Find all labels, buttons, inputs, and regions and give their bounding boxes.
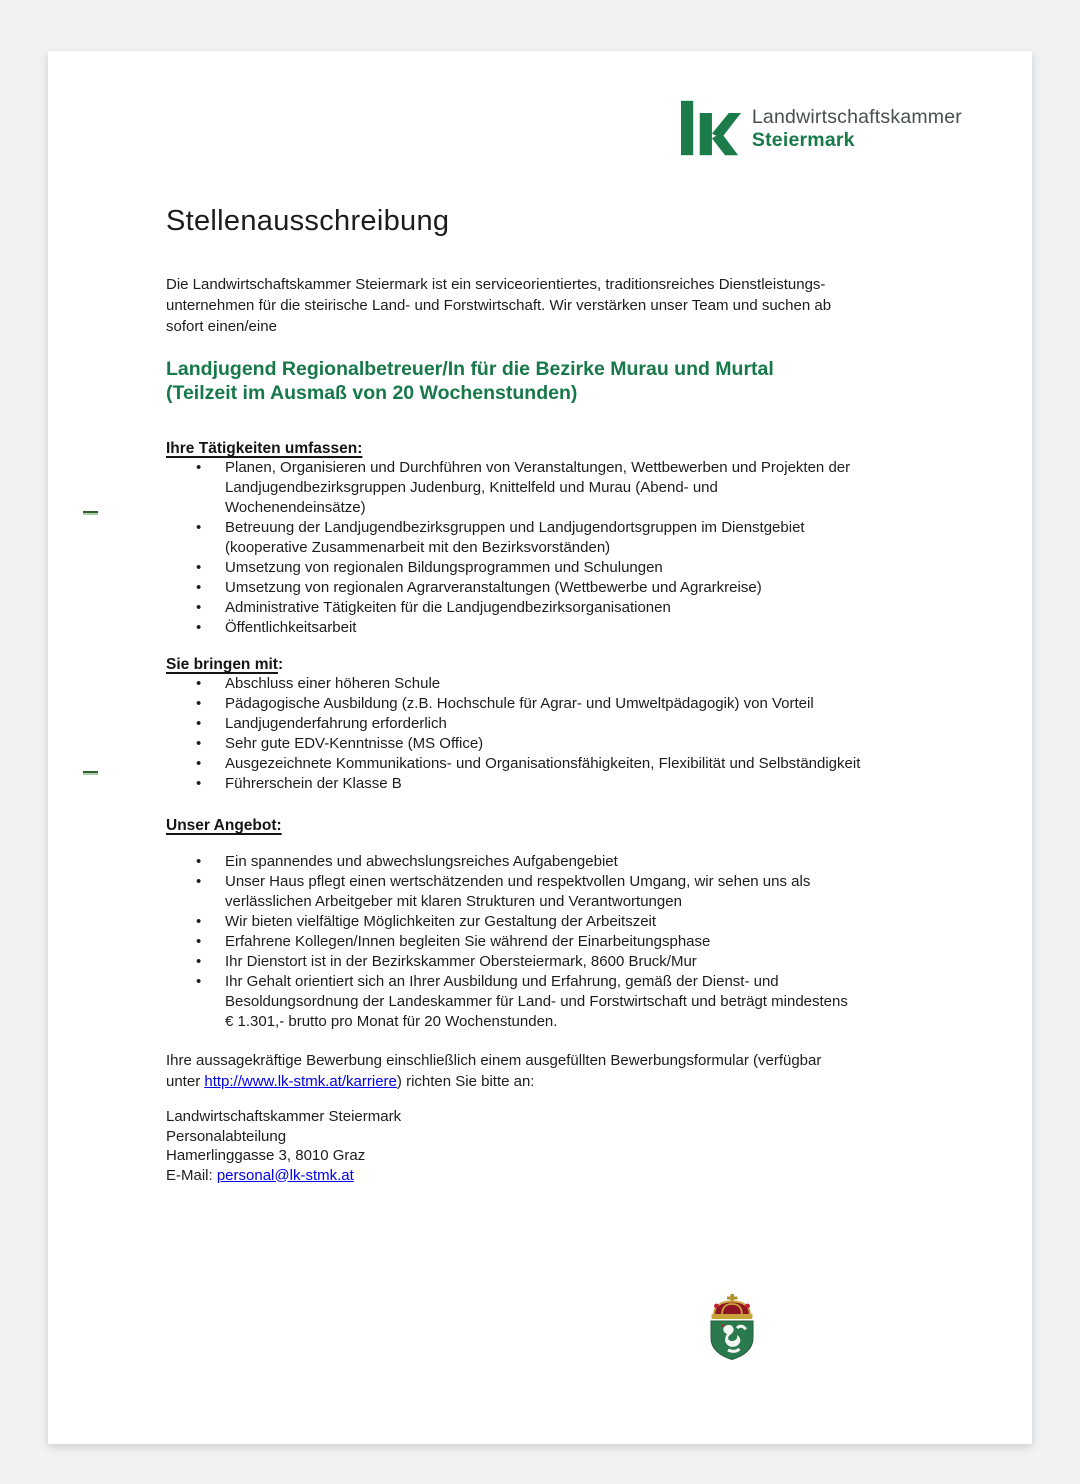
list-item: • Führerschein der Klasse B: [196, 775, 402, 792]
logo-org-name: Landwirtschaftskammer: [751, 106, 962, 128]
intro-paragraph: [166, 274, 932, 337]
list-item: • Planen, Organisieren und Durchführen von Veranstaltungen, Wettbewerben und Projekten der Landjugendbezirksgruppen Judenburg, Knittelfeld und Murau (Abend- und Wochenendeinsätze): [196, 459, 851, 516]
margin-edit-mark: [83, 771, 98, 775]
list-item: • Umsetzung von regionalen Agrarveranstaltungen (Wettbewerbe und Agrarkreise): [196, 579, 762, 596]
list-item: • Ausgezeichnete Kommunikations- und Organisationsfähigkeiten, Flexibilität und Selbständigkeit: [196, 755, 861, 772]
address-org: Landwirtschaftskammer Steiermark: [166, 1108, 402, 1125]
closing-line: Ihre aussagekräftige Bewerbung einschließlich einem ausgefüllten Bewerbungsformular (verfügbar: [166, 1052, 822, 1069]
bullet-marker: •: [196, 559, 202, 576]
list-item: • Sehr gute EDV-Kenntnisse (MS Office): [196, 735, 484, 752]
list-item: • Öffentlichkeitsarbeit: [196, 619, 357, 636]
section-heading-tasks: Ihre Tätigkeiten umfassen:: [166, 440, 363, 457]
address-email-line: [166, 1166, 932, 1186]
closing-line: unter http://www.lk-stmk.at/karriere) richten Sie bitte an:: [166, 1073, 535, 1090]
intro-line: sofort einen/eine: [166, 318, 277, 335]
logo-region-name: Steiermark: [751, 129, 855, 151]
bullet-marker: •: [196, 873, 202, 890]
bullet-marker: •: [196, 755, 202, 772]
logo-header: [48, 51, 1032, 161]
offer-list: [166, 852, 932, 1032]
list-item: • Wir bieten vielfältige Möglichkeiten zur Gestaltung der Arbeitszeit: [196, 913, 657, 930]
bullet-marker: •: [196, 579, 202, 596]
job-position-title: [166, 357, 932, 405]
bullet-marker: •: [196, 775, 202, 792]
email-link[interactable]: personal@lk-stmk.at: [216, 1166, 354, 1184]
lk-logo: [681, 100, 962, 161]
email-label: E-Mail:: [166, 1166, 217, 1184]
bullet-marker: •: [196, 973, 202, 990]
lk-logo-mark-icon: [681, 100, 741, 161]
bullet-marker: •: [196, 619, 202, 636]
logo-text: [752, 100, 962, 152]
bullet-marker: •: [196, 913, 202, 930]
bullet-marker: •: [196, 853, 202, 870]
list-item: • Ihr Gehalt orientiert sich an Ihrer Ausbildung und Erfahrung, gemäß der Dienst- und Besoldungsordnung der Landeskammer für Land- und Forstwirtschaft und beträgt mindestens € 1.301,- brutto pro Monat für 20 Wochenstunden.: [196, 973, 848, 1030]
task-list: [166, 458, 932, 638]
address-department: Personalabteilung: [166, 1127, 287, 1145]
section-heading-offer: Unser Angebot:: [166, 817, 282, 834]
job-position-line: (Teilzeit im Ausmaß von 20 Wochenstunden): [166, 382, 578, 404]
bullet-marker: •: [196, 459, 202, 476]
steiermark-coat-of-arms: [704, 1294, 760, 1360]
bullet-marker: •: [196, 953, 202, 970]
bullet-marker: •: [196, 519, 202, 536]
page-title: Stellenausschreibung: [166, 205, 450, 237]
margin-edit-mark: [83, 511, 98, 515]
list-item: • Ein spannendes und abwechslungsreiches Aufgabengebiet: [196, 853, 618, 870]
bullet-marker: •: [196, 715, 202, 732]
application-instructions: [166, 1050, 932, 1092]
address-street: Hamerlinggasse 3, 8010 Graz: [166, 1147, 366, 1164]
list-item: • Pädagogische Ausbildung (z.B. Hochschule für Agrar- und Umweltpädagogik) von Vorteil: [196, 695, 814, 712]
list-item: • Landjugenderfahrung erforderlich: [196, 715, 447, 732]
list-item: • Erfahrene Kollegen/Innen begleiten Sie während der Einarbeitungsphase: [196, 933, 711, 950]
section-heading-requirements: Sie bringen mit:: [166, 656, 284, 673]
list-item: • Abschluss einer höheren Schule: [196, 675, 441, 692]
bullet-marker: •: [196, 933, 202, 950]
intro-line: Die Landwirtschaftskammer Steiermark ist ein serviceorientiertes, traditionsreiches Dienstleistungs-: [166, 276, 826, 293]
requirements-list: [166, 674, 932, 794]
list-item: • Unser Haus pflegt einen wertschätzenden und respektvollen Umgang, wir sehen uns als verlässlichen Arbeitgeber mit klaren Strukturen und Verantwortungen: [196, 873, 811, 910]
career-page-link[interactable]: http://www.lk-stmk.at/karriere: [204, 1073, 397, 1090]
document-page: [48, 51, 1032, 1444]
bullet-marker: •: [196, 675, 202, 692]
bullet-marker: •: [196, 695, 202, 712]
bullet-marker: •: [196, 735, 202, 752]
list-item: • Ihr Dienstort ist in der Bezirkskammer Obersteiermark, 8600 Bruck/Mur: [196, 953, 697, 970]
list-item: • Administrative Tätigkeiten für die Landjugendbezirksorganisationen: [196, 599, 671, 616]
contact-address-block: [166, 1107, 932, 1185]
list-item: • Betreuung der Landjugendbezirksgruppen und Landjugendortsgruppen im Dienstgebiet (kooperative Zusammenarbeit mit den Bezirksvorständen): [196, 519, 805, 556]
job-position-line: Landjugend Regionalbetreuer/In für die Bezirke Murau und Murtal: [166, 358, 774, 380]
bullet-marker: •: [196, 599, 202, 616]
list-item: • Umsetzung von regionalen Bildungsprogrammen und Schulungen: [196, 559, 663, 576]
intro-line: unternehmen für die steirische Land- und Forstwirtschaft. Wir verstärken unser Team und suchen ab: [166, 297, 832, 314]
